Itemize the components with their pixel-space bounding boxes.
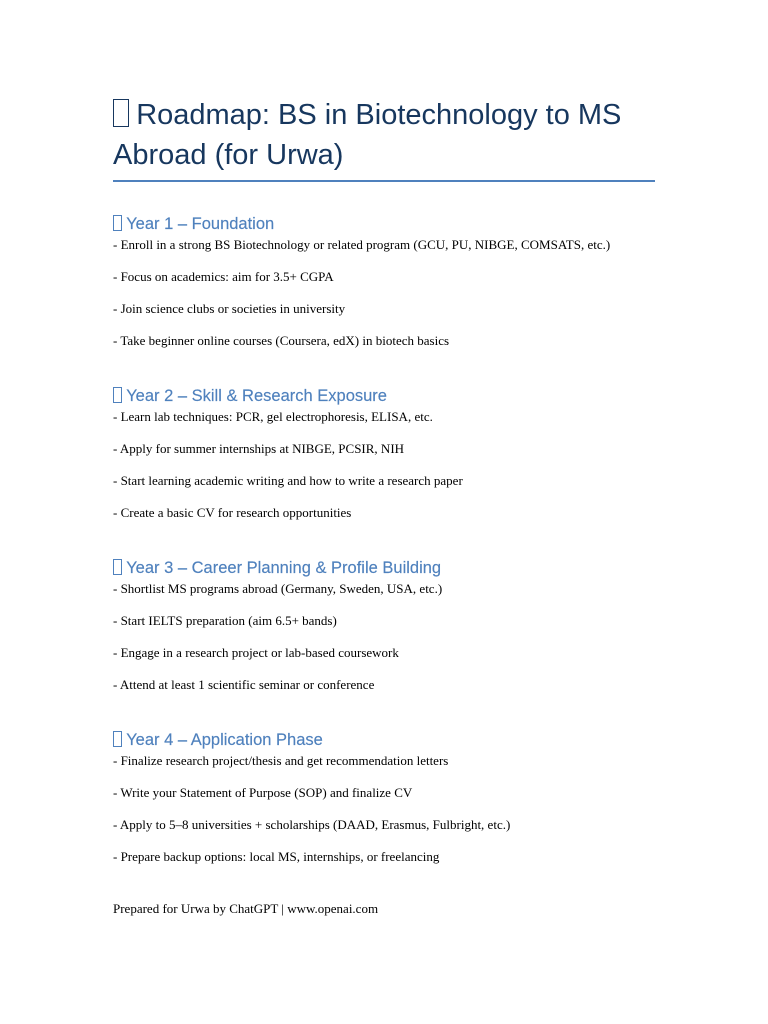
- list-item: - Take beginner online courses (Coursera, edX) in biotech basics: [113, 333, 450, 348]
- list-item: - Engage in a research project or lab-based coursework: [113, 645, 399, 660]
- section-heading: [113, 557, 673, 579]
- section-heading-text: Year 4 – Application Phase: [126, 731, 323, 749]
- footer-credit: Prepared for Urwa by ChatGPT | www.openai.com: [113, 901, 379, 916]
- title-underline-rule: [113, 180, 655, 182]
- list-item: - Enroll in a strong BS Biotechnology or related program (GCU, PU, NIBGE, COMSATS, etc.): [113, 237, 611, 252]
- missing-glyph-icon: [113, 559, 122, 575]
- missing-glyph-icon: [113, 387, 122, 403]
- missing-glyph-icon: [113, 731, 122, 747]
- list-item: - Create a basic CV for research opportunities: [113, 505, 352, 520]
- section-heading: [113, 729, 673, 751]
- section-year-3: [113, 557, 673, 693]
- section-heading: [113, 213, 673, 235]
- section-heading-text: Year 1 – Foundation: [126, 215, 275, 233]
- section-heading-text: Year 3 – Career Planning & Profile Building: [126, 559, 442, 577]
- list-item: - Shortlist MS programs abroad (Germany, Sweden, USA, etc.): [113, 581, 443, 596]
- list-item: - Learn lab techniques: PCR, gel electrophoresis, ELISA, etc.: [113, 409, 433, 424]
- list-item: - Apply to 5–8 universities + scholarships (DAAD, Erasmus, Fulbright, etc.): [113, 817, 511, 832]
- section-item-list: [113, 580, 673, 693]
- list-item: - Join science clubs or societies in university: [113, 301, 346, 316]
- section-year-1: [113, 213, 673, 349]
- section-item-list: [113, 752, 673, 865]
- list-item: - Finalize research project/thesis and get recommendation letters: [113, 753, 449, 768]
- list-item: - Start IELTS preparation (aim 6.5+ bands): [113, 613, 337, 628]
- section-item-list: [113, 408, 673, 521]
- missing-glyph-icon: [113, 99, 129, 127]
- list-item: - Attend at least 1 scientific seminar or conference: [113, 677, 375, 692]
- section-year-2: [113, 385, 673, 521]
- section-year-4: [113, 729, 673, 865]
- list-item: - Focus on academics: aim for 3.5+ CGPA: [113, 269, 334, 284]
- list-item: - Apply for summer internships at NIBGE, PCSIR, NIH: [113, 441, 405, 456]
- list-item: - Start learning academic writing and how to write a research paper: [113, 473, 463, 488]
- section-item-list: [113, 236, 673, 349]
- missing-glyph-icon: [113, 215, 122, 231]
- page-title: [113, 95, 673, 175]
- page-title-text: Roadmap: BS in Biotechnology to MS Abroad (for Urwa): [113, 99, 622, 171]
- list-item: - Write your Statement of Purpose (SOP) and finalize CV: [113, 785, 413, 800]
- section-heading-text: Year 2 – Skill & Research Exposure: [126, 387, 387, 405]
- list-item: - Prepare backup options: local MS, internships, or freelancing: [113, 849, 440, 864]
- section-heading: [113, 385, 673, 407]
